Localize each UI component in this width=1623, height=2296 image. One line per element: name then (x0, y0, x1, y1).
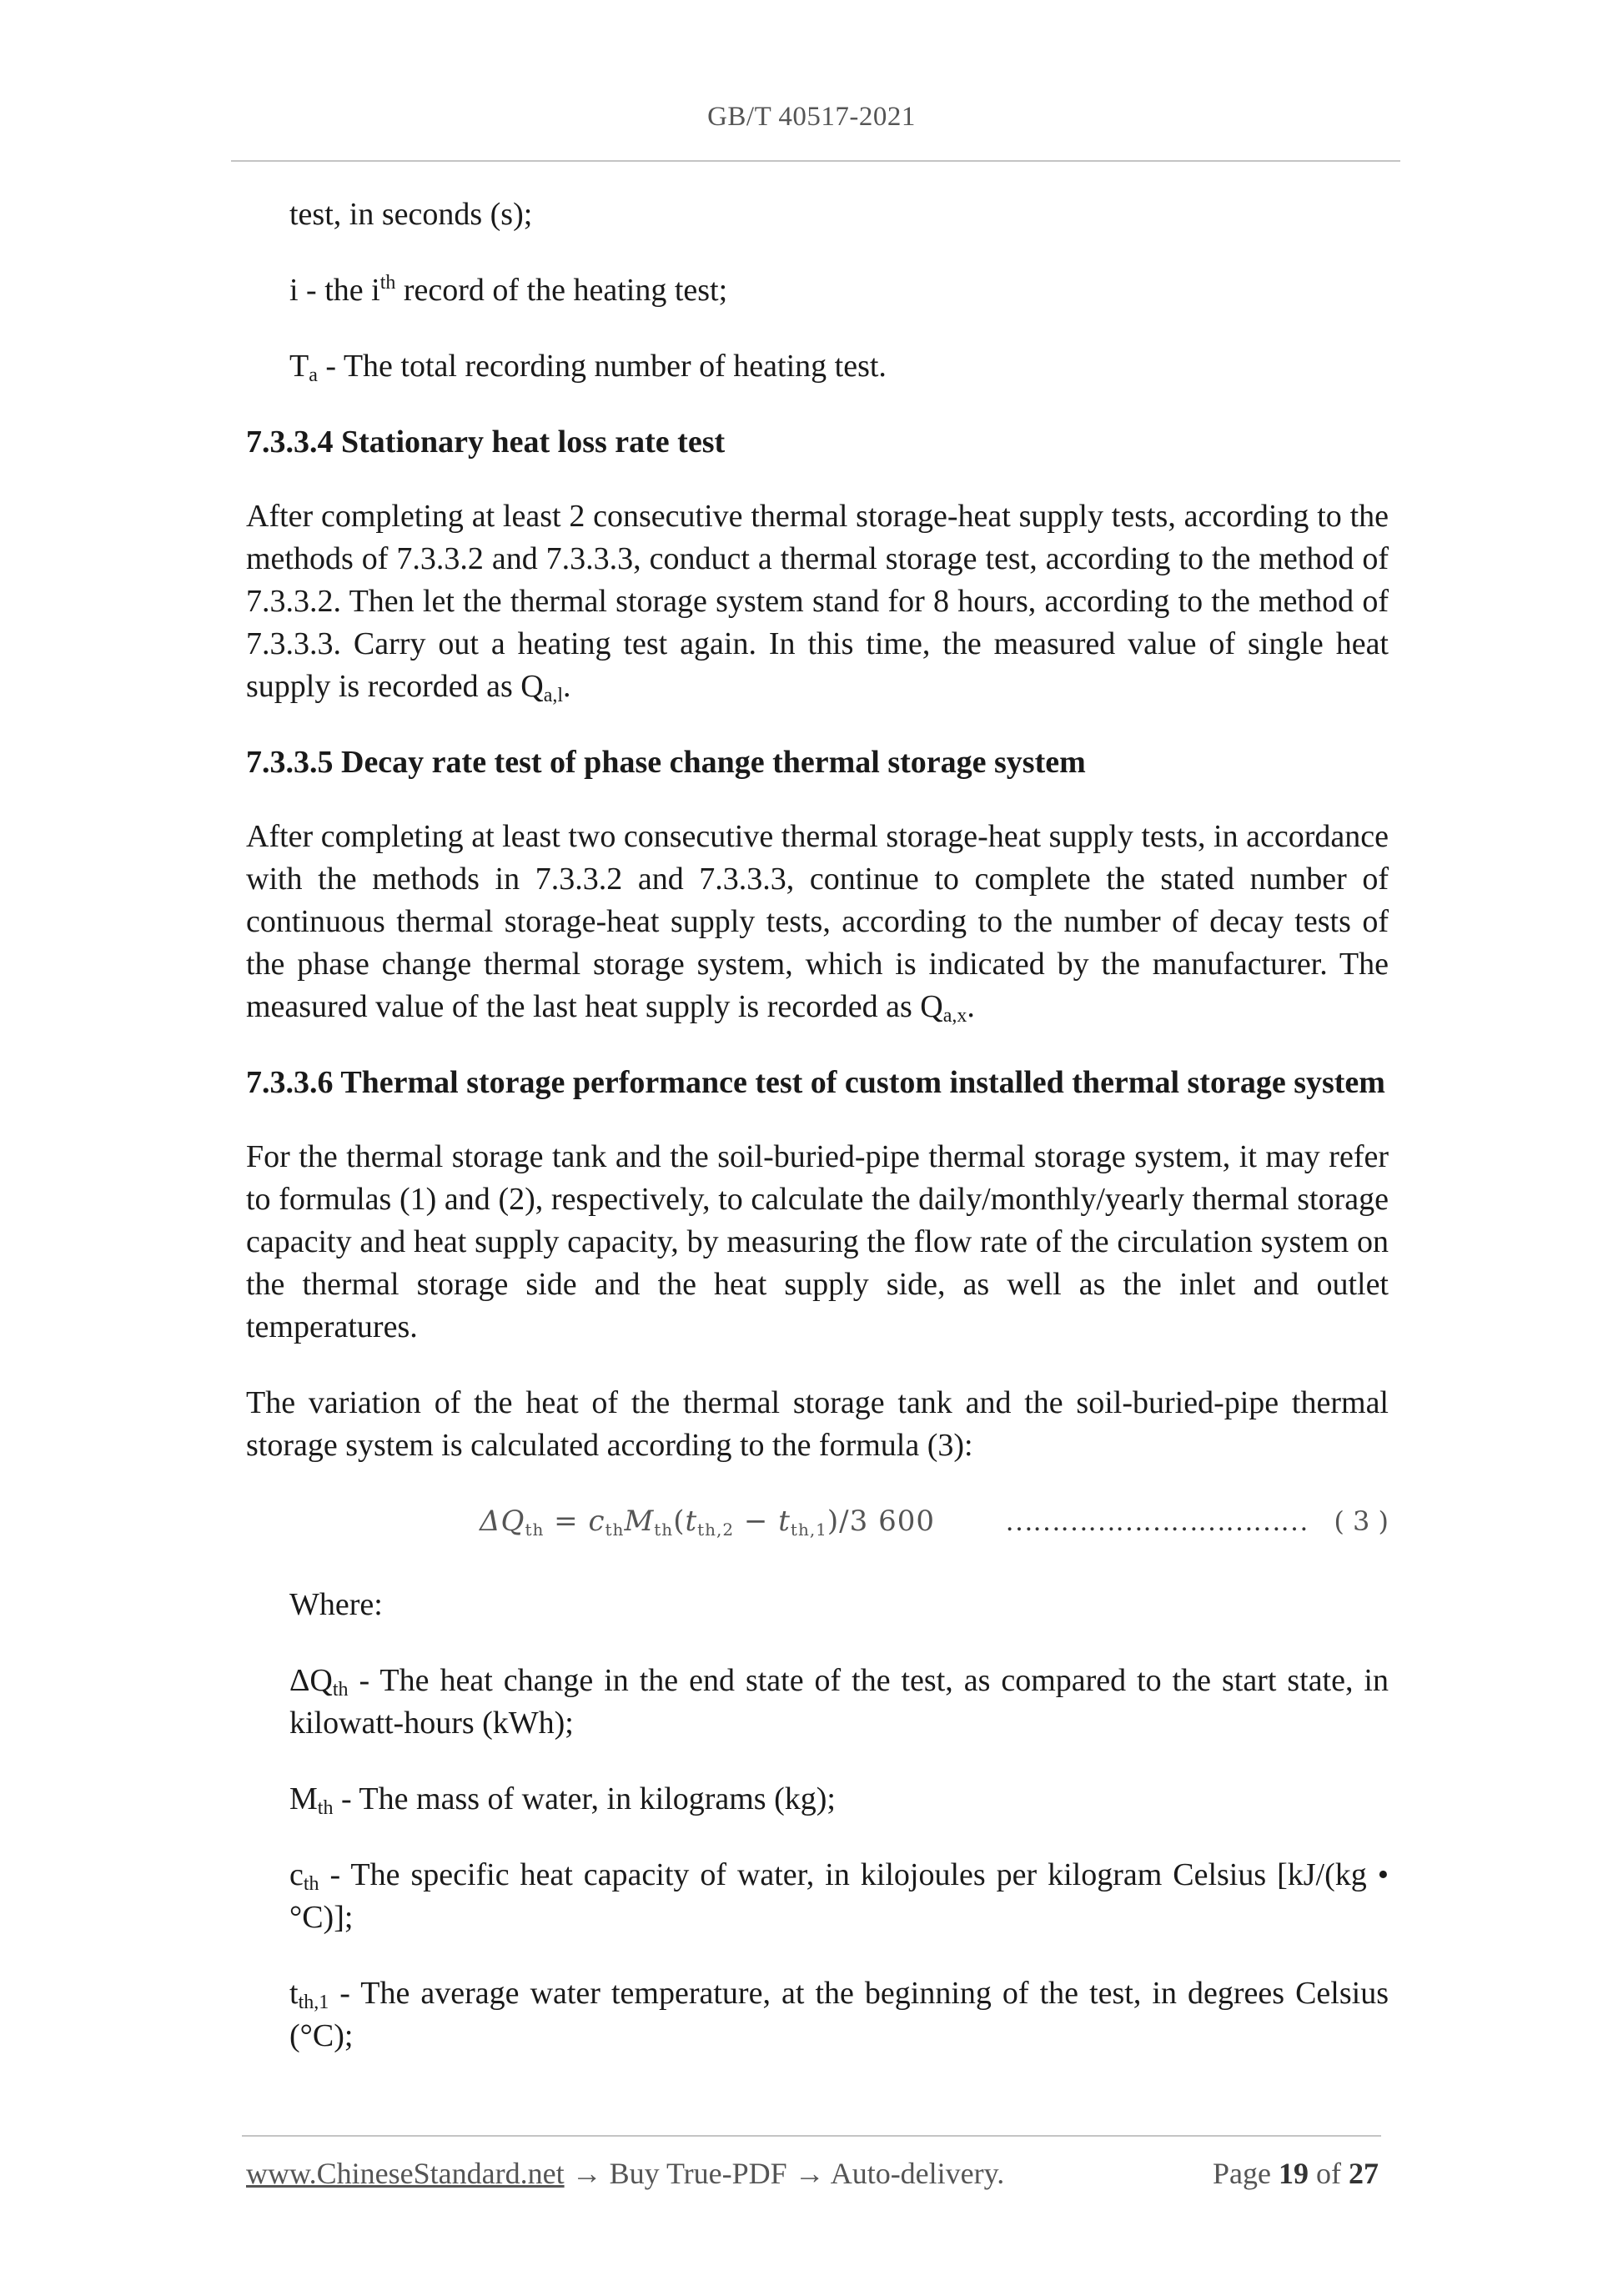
paragraph-7-3-3-5: After completing at least two consecutive thermal storage-heat supply tests, in accordance with the methods in 7.3.3.2 and 7.3.3.3, continue to complete the stated number of continuous thermal storage-heat supply tests, according to the number of decay tests of the phase change thermal storage system, which is indicated by the manufacturer. The measured value of the last heat supply is recorded as $Q_{a,x}$. (246, 819, 1389, 1027)
item-ta-total: $T_a$ - The total recording number of heating test. (289, 349, 887, 386)
heading-7-3-3-4: 7.3.3.4 Stationary heat loss rate test (246, 425, 726, 460)
footer-promo: → Buy True-PDF → Auto-delivery. (564, 2157, 1005, 2190)
page-total: 27 (1349, 2157, 1379, 2190)
page-number: 19 (1279, 2157, 1309, 2190)
footer-left (246, 2156, 1004, 2191)
paragraph-7-3-3-6-variation: The variation of the heat of the thermal storage tank and the soil-buried-pipe thermal storage system is calculated according to the formula (3): (246, 1385, 1389, 1463)
document-code-header: GB/T 40517-2021 (707, 102, 916, 132)
formula-3 (246, 1500, 1389, 1559)
formula-number: ( 3 ) (1334, 1505, 1389, 1537)
paragraph-7-3-3-6-formulas: For the thermal storage tank and the soil-buried-pipe thermal storage system, it may refer to formulas (1) and (2), respectively, to calculate the daily/monthly/yearly thermal storage capacity and heat supply capacity, by measuring the flow rate of the circulation system on the thermal storage side and the heat supply side, as well as the inlet and outlet temperatures. (246, 1139, 1389, 1344)
page-content (246, 193, 1389, 2091)
item-i-record: i - the $i^{th}$ record of the heating test; (289, 272, 728, 308)
where-label: Where: (289, 1587, 383, 1622)
formula-expression: $\Delta Q_{th} = c_{th}M_{th}(t_{th,2} - t_{th,1})/3$ 600 (480, 1505, 935, 1540)
site-link[interactable]: www.ChineseStandard.net (246, 2157, 565, 2190)
heading-7-3-3-6: 7.3.3.6 Thermal storage performance test of custom installed thermal storage system (246, 1065, 1385, 1100)
heading-7-3-3-5: 7.3.3.5 Decay rate test of phase change thermal storage system (246, 745, 1086, 780)
page-indicator: Page 19 of 27 (1213, 2157, 1379, 2190)
def-mass: $M_{th}$ - The mass of water, in kilograms (kg); (289, 1781, 836, 1819)
paragraph-7-3-3-4: After completing at least 2 consecutive thermal storage-heat supply tests, according to the methods of 7.3.3.2 and 7.3.3.3, conduct a thermal storage test, according to the method of 7.3.3.2. Then let the thermal storage system stand for 8 hours, according to the method of 7.3.3.3. Carry out a heating test again. In this time, the measured value of single heat supply is recorded as $Q_{a,l}$. (246, 499, 1389, 706)
def-specific-heat: $c_{th}$ - The specific heat capacity of water, in kilojoules per kilogram Celsius [kJ/(kg • °C)]; (289, 1857, 1389, 1935)
header-divider (231, 160, 1400, 162)
formula-leader-dots: …………………………… (1005, 1506, 1308, 1537)
item-test-seconds: test, in seconds (s); (289, 197, 533, 232)
def-delta-q: $\Delta Q_{th}$ - The heat change in the end state of the test, as compared to the start state, in kilowatt-hours (kWh); (289, 1663, 1389, 1741)
def-start-temperature: $t_{th,1}$ - The average water temperature, at the beginning of the test, in degrees Celsius (°C); (289, 1976, 1389, 2053)
footer-divider (242, 2135, 1381, 2137)
